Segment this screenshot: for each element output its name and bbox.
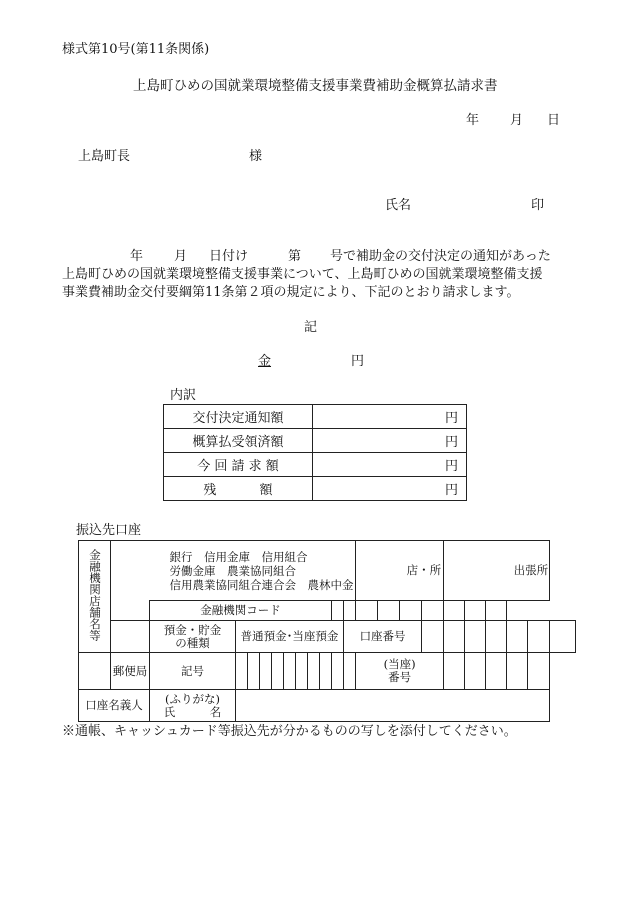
holder-name-value <box>236 690 550 722</box>
account-box <box>422 621 444 653</box>
number-box <box>465 653 486 690</box>
holder-label: 口座名義人 <box>85 698 143 712</box>
symbol-box <box>248 653 260 690</box>
holder-name-label: 氏 名 <box>163 704 222 719</box>
tozai-1: (当座) <box>383 657 416 671</box>
breakdown-label: 残 額 <box>164 477 313 501</box>
code-box <box>400 601 422 621</box>
date-year: 年 <box>466 113 480 128</box>
date-month: 月 <box>510 113 524 128</box>
table-row <box>164 405 467 429</box>
breakdown-value: 円 <box>313 429 467 453</box>
code-box <box>344 601 356 621</box>
code-box <box>422 601 444 621</box>
bank-types-cell <box>150 541 356 601</box>
branch-cell <box>356 541 444 601</box>
symbol-box <box>332 653 344 690</box>
code-box <box>486 601 507 621</box>
inst-code-label: 金融機関コード <box>200 603 281 617</box>
breakdown-label: 交付決定通知額 <box>164 405 313 429</box>
account-box <box>507 621 528 653</box>
post-office-label: 郵便局 <box>112 663 148 678</box>
symbol-box <box>260 653 272 690</box>
number-box <box>528 653 550 690</box>
symbol-box <box>344 653 356 690</box>
number-box <box>444 653 465 690</box>
code-box <box>378 601 400 621</box>
breakdown-label: 今 回 請 求 額 <box>164 453 313 477</box>
attachment-note: ※通帳、キャッシュカード等振込先が分かるものの写しを添付してください。 <box>62 724 517 739</box>
deposit-options: 普通預金･当座預金 <box>240 629 339 643</box>
addressee-honorific: 様 <box>249 149 263 164</box>
tozai-2: 番号 <box>388 670 412 684</box>
table-row <box>164 429 467 453</box>
institution-label: 金融機関店舗名等 <box>88 549 102 641</box>
applicant-name-label: 氏名 <box>385 198 412 213</box>
institution-label-cell <box>79 541 111 653</box>
breakdown-heading: 内訳 <box>170 388 197 403</box>
body-month: 月 <box>174 249 188 264</box>
sub-branch-label: 出張所 <box>513 563 549 577</box>
form-number: 様式第10号(第11条関係) <box>62 42 210 57</box>
furigana-label: (ふりがな) <box>165 691 220 706</box>
bank-types-2: 労働金庫 農業協同組合 <box>169 563 296 578</box>
symbol-box <box>308 653 320 690</box>
body-line1-rest: 号で補助金の交付決定の通知があった <box>330 249 551 264</box>
account-no-label-cell <box>344 621 422 653</box>
bank-types-1: 銀行 信用金庫 信用組合 <box>169 549 308 564</box>
table-row <box>164 453 467 477</box>
symbol-box <box>284 653 296 690</box>
branch-label: 店・所 <box>406 563 442 577</box>
deposit-options-cell <box>236 621 344 653</box>
tozai-cell <box>356 653 444 690</box>
bank-types-3: 信用農業協同組合連合会 農林中金 <box>169 577 354 592</box>
account-box <box>465 621 486 653</box>
holder-label-cell <box>79 690 150 722</box>
number-box <box>507 653 528 690</box>
breakdown-value: 円 <box>313 477 467 501</box>
symbol-box <box>320 653 332 690</box>
ki-heading: 記 <box>304 320 318 335</box>
account-no-label: 口座番号 <box>359 629 406 643</box>
body-line3: 事業費補助金交付要綱第11条第２項の規定により、下記のとおり請求します。 <box>62 285 520 300</box>
body-no: 第 <box>288 249 302 264</box>
seal-mark: 印 <box>531 198 545 213</box>
deposit-type-1: 預金・貯金 <box>163 622 222 637</box>
breakdown-value: 円 <box>313 405 467 429</box>
symbol-box <box>236 653 248 690</box>
symbol-label: 記号 <box>181 663 204 678</box>
account-box <box>528 621 550 653</box>
post-office-cell <box>111 653 150 690</box>
deposit-type-cell <box>150 621 236 653</box>
page-title: 上島町ひめの国就業環境整備支援事業費補助金概算払請求書 <box>133 78 498 94</box>
amount-line <box>258 354 364 370</box>
breakdown-value: 円 <box>313 453 467 477</box>
inst-code-label-cell <box>150 601 332 621</box>
code-box <box>332 601 344 621</box>
symbol-box <box>272 653 284 690</box>
addressee-name: 上島町長 <box>78 149 131 164</box>
deposit-type-2: の種類 <box>175 635 210 650</box>
symbol-cell <box>150 653 236 690</box>
number-box <box>486 653 507 690</box>
account-box <box>550 621 576 653</box>
account-table <box>78 540 576 722</box>
code-box <box>356 601 378 621</box>
body-line2: 上島町ひめの国就業環境整備支援事業について、上島町ひめの国就業環境整備支援 <box>62 267 543 282</box>
body-date: 日付け <box>209 249 249 264</box>
account-heading: 振込先口座 <box>76 523 142 538</box>
code-box <box>444 601 465 621</box>
body-year: 年 <box>130 249 144 264</box>
breakdown-table <box>163 404 467 501</box>
account-box <box>486 621 507 653</box>
holder-name-label-cell <box>150 690 236 722</box>
date-day: 日 <box>547 113 561 128</box>
code-box <box>465 601 486 621</box>
symbol-box <box>296 653 308 690</box>
account-box <box>444 621 465 653</box>
breakdown-label: 概算払受領済額 <box>164 429 313 453</box>
amount-en: 円 <box>350 354 364 369</box>
amount-kin: 金 <box>258 354 272 369</box>
table-row <box>164 477 467 501</box>
sub-branch-cell <box>444 541 550 601</box>
